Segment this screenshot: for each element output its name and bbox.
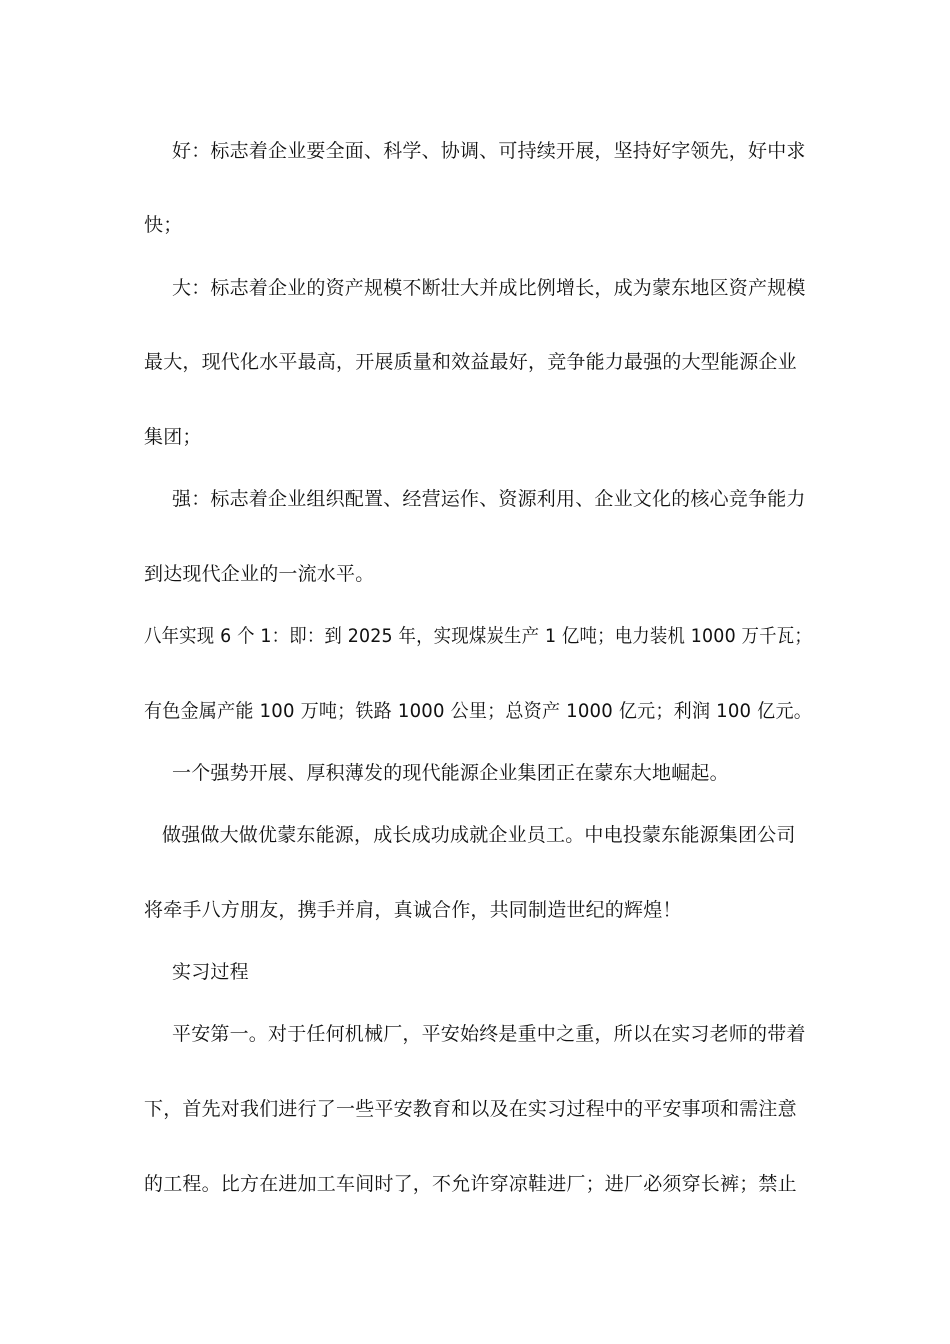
text-line: 将牵手八方朋友，携手并肩，真诚合作，共同制造世纪的辉煌！ xyxy=(144,899,682,921)
text-line: 大：标志着企业的资产规模不断壮大并成比例增长，成为蒙东地区资产规模 xyxy=(172,277,806,299)
text-line: 快； xyxy=(144,214,183,236)
text-line: 强：标志着企业组织配置、经营运作、资源利用、企业文化的核心竞争能力 xyxy=(172,488,806,510)
text-line: 到达现代企业的一流水平。 xyxy=(144,563,375,585)
text-line: 集团； xyxy=(144,426,202,448)
text-line: 有色金属产能 100 万吨；铁路 1000 公里；总资产 1000 亿元；利润 100 亿元。 xyxy=(144,700,812,722)
text-line: 一个强势开展、厚积薄发的现代能源企业集团正在蒙东大地崛起。 xyxy=(172,762,729,784)
text-line: 的工程。比方在进加工车间时了，不允许穿凉鞋进厂；进厂必须穿长裤；禁止 xyxy=(144,1173,797,1195)
text-line: 平安第一。对于任何机械厂，平安始终是重中之重，所以在实习老师的带着 xyxy=(172,1023,806,1045)
text-line: 做强做大做优蒙东能源，成长成功成就企业员工。中电投蒙东能源集团公司 xyxy=(162,824,796,846)
section-heading: 实习过程 xyxy=(172,961,249,983)
text-line: 好：标志着企业要全面、科学、协调、可持续开展，坚持好字领先，好中求 xyxy=(172,140,806,162)
text-line: 最大，现代化水平最高，开展质量和效益最好，竞争能力最强的大型能源企业 xyxy=(144,351,797,373)
text-line: 八年实现 6 个 1：即：到 2025 年，实现煤炭生产 1 亿吨；电力装机 1000 万千瓦； xyxy=(144,625,812,647)
text-line: 下，首先对我们进行了一些平安教育和以及在实习过程中的平安事项和需注意 xyxy=(144,1098,797,1120)
